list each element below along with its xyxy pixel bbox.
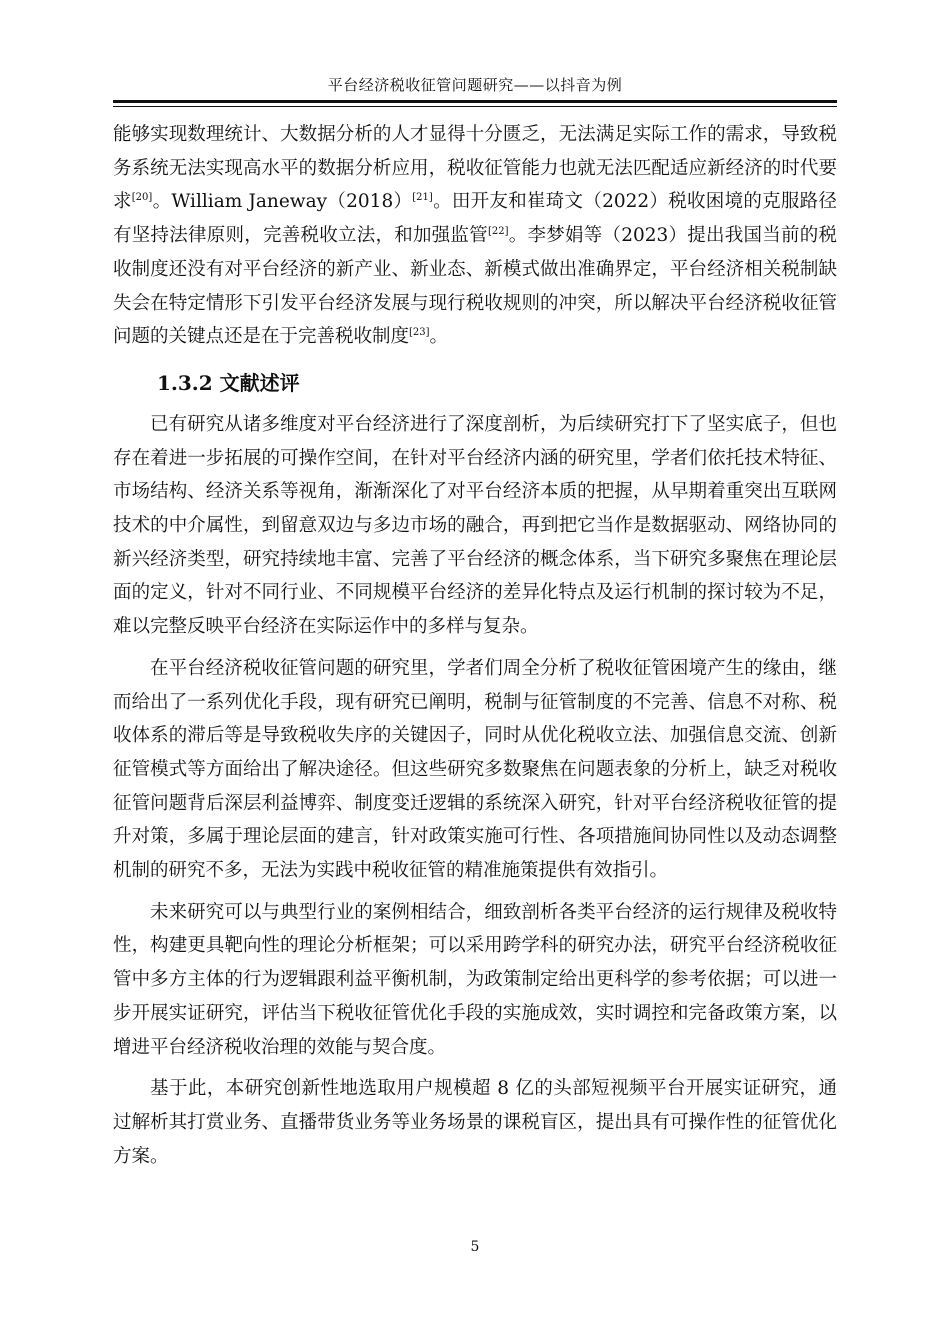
citation-ref: [21]: [412, 192, 433, 204]
paragraph: 在平台经济税收征管问题的研究里，学者们周全分析了税收征管困境产生的缘由，继而给出了一系列优化手段，现有研究已阐明，税制与征管制度的不完善、信息不对称、税收体系的滞后等是导致税收失序的关键因子，同时从优化税收立法、加强信息交流、创新征管模式等方面给出了解决途径。但这些研究多数聚焦在问题表象的分析上，缺乏对税收征管问题背后深层利益博弈、制度变迁逻辑的系统深入研究，针对平台经济税收征管的提升对策，多属于理论层面的建言，针对政策实施可行性、各项措施间协同性以及动态调整机制的研究不多，无法为实践中税收征管的精准施策提供有效指引。: [113, 657, 837, 882]
page-number: 5: [470, 1239, 480, 1255]
paragraph: 基于此，本研究创新性地选取用户规模超 8 亿的头部短视频平台开展实证研究，通过解析其打赏业务、直播带货业务等业务场景的课税盲区，提出具有可操作性的征管优化方案。: [113, 1078, 837, 1167]
header-rule-thick: [113, 100, 837, 103]
text-run: 能够实现数理统计、大数据分析的人才显得十分匮乏，无法满足实际工作的需求，导致税务系统无法实现高水平的数据分析应用，税收征管能力也就无法匹配适应新经济的时代要求: [113, 124, 837, 213]
text-run: 。: [429, 326, 449, 348]
text-run: 。李梦娟等（2023）提出我国当前的税收制度还没有对平台经济的新产业、新业态、新模式做出准确界定，平台经济相关税制缺失会在特定情形下引发平台经济发展与现行税收规则的冲突，所以解决平台经济税收征管问题的关键点还是在于完善税收制度: [113, 225, 837, 348]
text-run: 。田开友和崔琦文（2022）税收困境的克服路径有坚持法律原则，完善税收立法，和加强监管: [113, 191, 837, 247]
running-header: 平台经济税收征管问题研究——以抖音为例: [327, 76, 623, 94]
citation-ref: [23]: [409, 327, 430, 339]
citation-ref: [20]: [131, 192, 153, 204]
paragraph: 已有研究从诸多维度对平台经济进行了深度剖析，为后续研究打下了坚实底子，但也存在着进一步拓展的可操作空间，在针对平台经济内涵的研究里，学者们依托技术特征、市场结构、经济关系等视角，渐渐深化了对平台经济本质的把握，从早期着重突出互联网技术的中介属性，到留意双边与多边市场的融合，再到把它当作是数据驱动、网络协同的新兴经济类型，研究持续地丰富、完善了平台经济的概念体系，当下研究多聚焦在理论层面的定义，针对不同行业、不同规模平台经济的差异化特点及运行机制的探讨较为不足，难以完整反映平台经济在实际运作中的多样与复杂。: [113, 413, 837, 638]
citation-ref: [22]: [487, 226, 509, 238]
page-body: [113, 118, 837, 1173]
header-rule-thin: [113, 106, 837, 107]
paragraph-continued: [113, 118, 837, 354]
text-run: 。William Janeway（2018）: [152, 191, 413, 213]
paragraph: 未来研究可以与典型行业的案例相结合，细致剖析各类平台经济的运行规律及税收特性，构建更具靶向性的理论分析框架；可以采用跨学科的研究办法，研究平台经济税收征管中多方主体的行为逻辑跟利益平衡机制，为政策制定给出更科学的参考依据；可以进一步开展实证研究，评估当下税收征管优化手段的实施成效，实时调控和完备政策方案，以增进平台经济税收治理的效能与契合度。: [113, 901, 837, 1058]
section-heading: 1.3.2 文献述评: [157, 370, 300, 395]
